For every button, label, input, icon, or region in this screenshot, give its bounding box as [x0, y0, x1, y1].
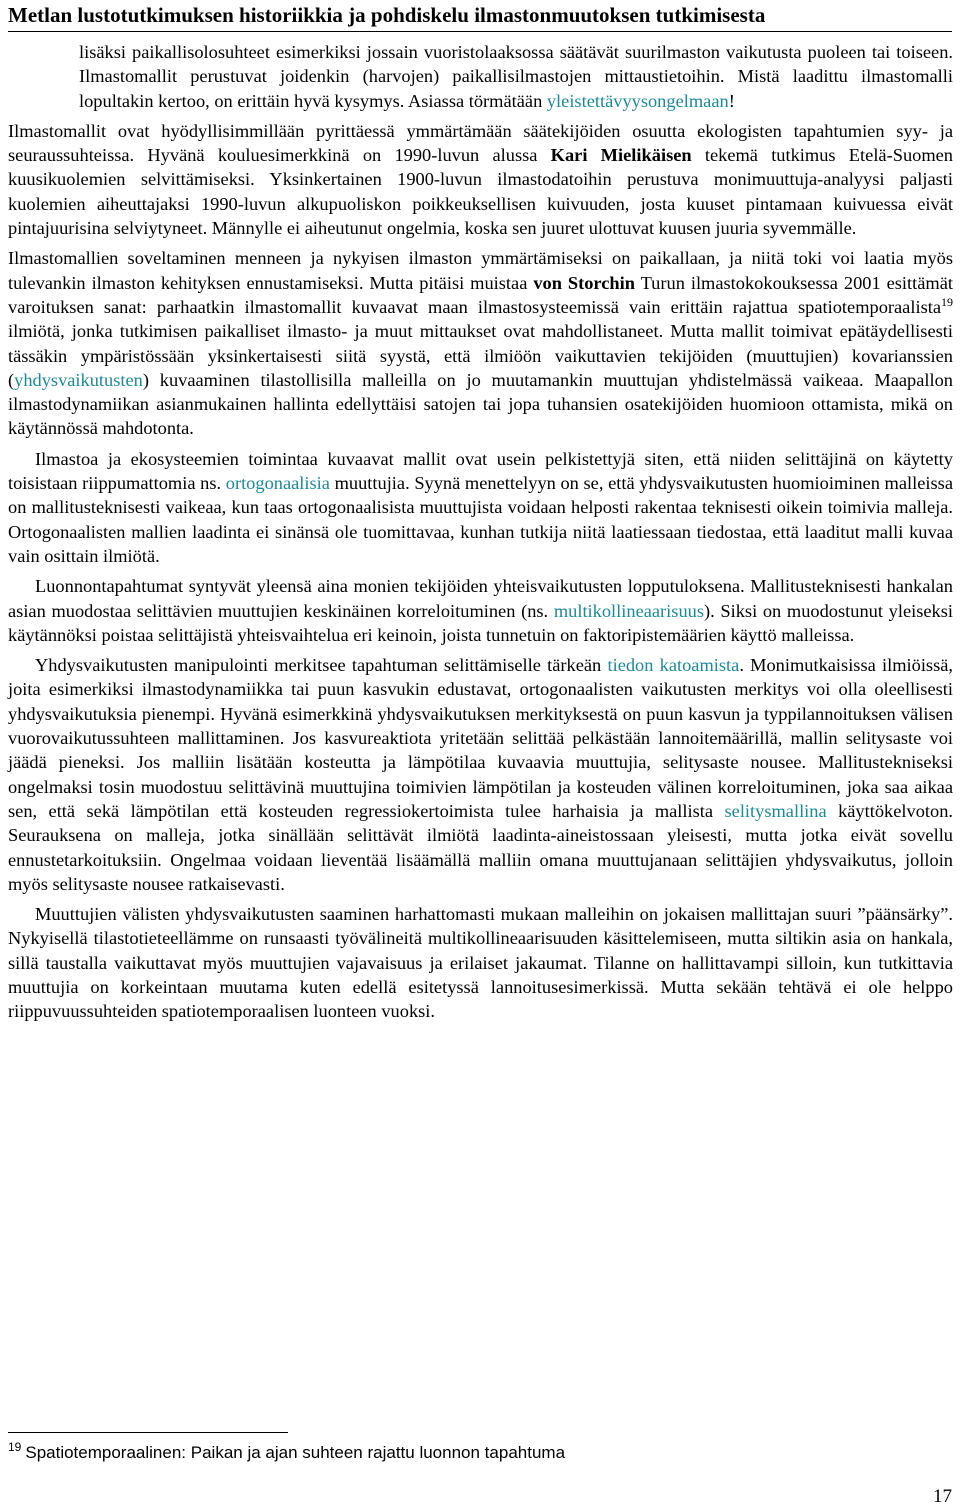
- text-run: Ilmastomallit ovat hyödyllisimmillään pyrittäessä ymmärtämään säätekijöiden osuutta ekologisten tapahtumien syy- ja seuraussuhteissa. Hyvänä kouluesimerkkinä on 1990-luvun alussa: [8, 120, 953, 166]
- page-header: Metlan lustotutkimuksen historiikkia ja pohdiskelu ilmastonmuutoksen tutkimisesta: [8, 2, 952, 32]
- text-run: . Monimutkaisissa ilmiöissä, joita esimerkiksi ilmastodynamiikka tai puun kasvukin edustavat, ortogonaalisten vaikutusten merkitys voi olla oleellisesti yhdysvaikutuksia pienempi. Hyvänä esimerkkinä yhdysvaikutuksen merkityksestä on puun kasvun ja typpilannoituksen välisen vuorovaikutussuhteen mallittaminen. Jos kasvureaktiota yritetään selittää pelkästään lannoitemäärillä, mallin selitysaste voi jäädä pieneksi. Jos malliin lisätään kosteutta ja lämpötilaa kuvaavia muuttujia, selitysaste nousee. Mallitustekniseksi ongelmaksi tosin muodostuu selittävinä muuttujina toimivien lämpötilan ja kosteuden välinen korreloituminen, joka saa aikaa sen, että sekä lämpötilan että kosteuden regressiokertoimista tulee harhaisia ja mallista: [8, 655, 954, 821]
- paragraph-5: [8, 574, 953, 647]
- page-number: 17: [933, 1486, 952, 1507]
- link-yleistettavyysongelma[interactable]: yleistettävyysongelmaan: [546, 90, 729, 111]
- link-selitysmallina[interactable]: selitysmallina: [724, 800, 827, 821]
- link-yhdysvaikutusten[interactable]: yhdysvaikutusten: [14, 369, 143, 390]
- paragraph-2: [8, 119, 953, 240]
- text-run: Luonnontapahtumat syntyvät yleensä aina monien tekijöiden yhteisvaikutusten lopputuloksena. Mallitusteknisesti hankalan asian muodostaa selittävien muuttujien keskinäinen korreloituminen (ns.: [8, 576, 953, 621]
- text-run: ilmiötä, jonka tutkimisen paikalliset ilmasto- ja muut mittaukset ovat mahdollistaneet. Mutta mallit toimivat epätäydellisesti tässäkin ympäristössään yksinkertaisesti siitä syystä, että ilmiöön vaikuttavien tekijöiden (muuttujien) kovarianssien (: [8, 321, 953, 390]
- text-run: lisäksi paikallisolosuhteet esimerkiksi jossain vuoristolaaksossa säätävät suurilmaston vaikutusta puoleen tai toiseen. Ilmastomallit perustuvat joidenkin (harvojen) paikallisilmastojen mittaustietoihin. Mistä laadittu ilmastomalli lopultakin kertoo, on erittäin hyvä kysymys. Asiassa törmätään: [79, 42, 953, 111]
- text-run: ) kuvaaminen tilastollisilla malleilla on jo muutamankin muuttujan yhdistelmässä vaikeaa. Maapallon ilmastodynamiikan asianmukainen hallinta edellyttäisi satojen tai jopa tuhansien osatekijöiden huomioon ottamista, mikä on käytännössä mahdotonta.: [8, 369, 953, 439]
- link-multikollineaarisuus[interactable]: multikollineaarisuus: [553, 600, 704, 621]
- text-run: käyttökelvoton. Seurauksena on malleja, jotka sinällään selittävät ilmiötä laadinta-aineistossaan yleisesti, mutta jotka eivät sovellu ennustetarkoituksiin. Ongelmaa voidaan lieventää lisäämällä malliin omana muuttujanaan selittäjien yhdysvaikutus, jolloin myös selitysaste nousee ratkaisevasti.: [8, 800, 954, 894]
- paragraph-4: [8, 447, 953, 568]
- text-run: Muuttujien välisten yhdysvaikutusten saaminen harhattomasti mukaan malleihin on jokaisen mallittajan suuri ”päänsärky”. Nykyisellä tilastotieteellämme on runsaasti työvälineitä multikollineaarisuuden käsittelemiseen, mutta siltikin asia on hankala, sillä taustalla vaikuttavat myös muuttujien vajavaisuus ja erilaiset jakaumat. Tilanne on hallittavampi silloin, kun tutkittavia muuttujia on korkeintaan muutama kuten edellä esitetyssä lannoitusesimerkissä. Mutta sekään tehtävä ei ole helppo riippuvuussuhteiden spatiotemporaalisen luonteen vuoksi.: [8, 904, 953, 1022]
- paragraph-1: [8, 40, 953, 113]
- bold-name: Kari Mielikäisen: [550, 145, 692, 166]
- text-run: Yhdysvaikutusten manipulointi merkitsee tapahtuman selittämiselle tärkeän: [35, 655, 608, 676]
- text-run: !: [728, 90, 735, 111]
- text-run: Ilmastoa ja ekosysteemien toimintaa kuvaavat mallit ovat usein pelkistettyjä siten, että niiden selittäjinä on käytetty toisistaan riippumattomia ns.: [8, 448, 953, 494]
- text-run: ). Siksi on muodostunut yleiseksi käytännöksi poistaa selittäjistä yhteisvaihtelua eri keinoin, joista tunnetuin on faktoripistemäärien käyttö malleissa.: [8, 600, 953, 645]
- text-run: Turun ilmastokokouksessa 2001 esittämät varoituksen sanat: parhaatkin ilmastomallit kuvaavat maan ilmastosysteemissä vain erittäin rajattua spatiotemporaalista: [8, 272, 954, 317]
- paragraph-7: [8, 902, 953, 1023]
- bold-name: von Storchin: [533, 272, 635, 293]
- footnote-number: 19: [8, 1440, 22, 1455]
- footnote: [8, 1442, 908, 1464]
- link-tiedon-katoamista[interactable]: tiedon katoamista: [607, 655, 740, 676]
- document-body: [8, 40, 953, 1030]
- paragraph-6: [8, 653, 953, 896]
- footnote-text: Spatiotemporaalinen: Paikan ja ajan suhteen rajattu luonnon tapahtuma: [25, 1443, 566, 1462]
- text-run: muuttujia. Syynä menettelyyn on se, että yhdysvaikutusten huomioiminen malleissa on mallitusteknisesti vaikeaa, kun taas ortogonaalisista muuttujista voidaan helposti rakentaa teknisesti oikein toimivia malleja. Ortogonaalisten mallien laadinta ei sinänsä ole tuomittavaa, kunhan tutkija niitä laatiessaan tiedostaa, että laaditut malli kuvaa vain osittain ilmiötä.: [8, 473, 953, 566]
- link-ortogonaalisia[interactable]: ortogonaalisia: [225, 473, 330, 494]
- text-run: Ilmastomallien soveltaminen menneen ja nykyisen ilmaston ymmärtämiseksi on paikallaan, ja niitä toki voi laatia myös tulevankin ilmaston kehityksen ennustamiseksi. Mutta pitäisi muistaa: [8, 248, 953, 293]
- text-run: tekemä tutkimus Etelä-Suomen kuusikuolemien selvittämiseksi. Yksinkertainen 1900-luvun ilmastodatoihin perustuva monimuuttuja-analyysi paljasti kuolemien aiheuttajaksi 1990-luvun alkupuoliskon poikkeuksellisen kuivuuden, josta kuuset pintamaan kuivuessa eivät pintajuurisina selviytyneet. Männylle ei aiheutunut ongelmia, koska sen juuret ulottuvat kuusen juuria syvemmälle.: [8, 145, 953, 239]
- paragraph-3: [8, 246, 953, 440]
- footnote-ref[interactable]: 19: [941, 294, 953, 309]
- footnote-divider: [8, 1432, 288, 1433]
